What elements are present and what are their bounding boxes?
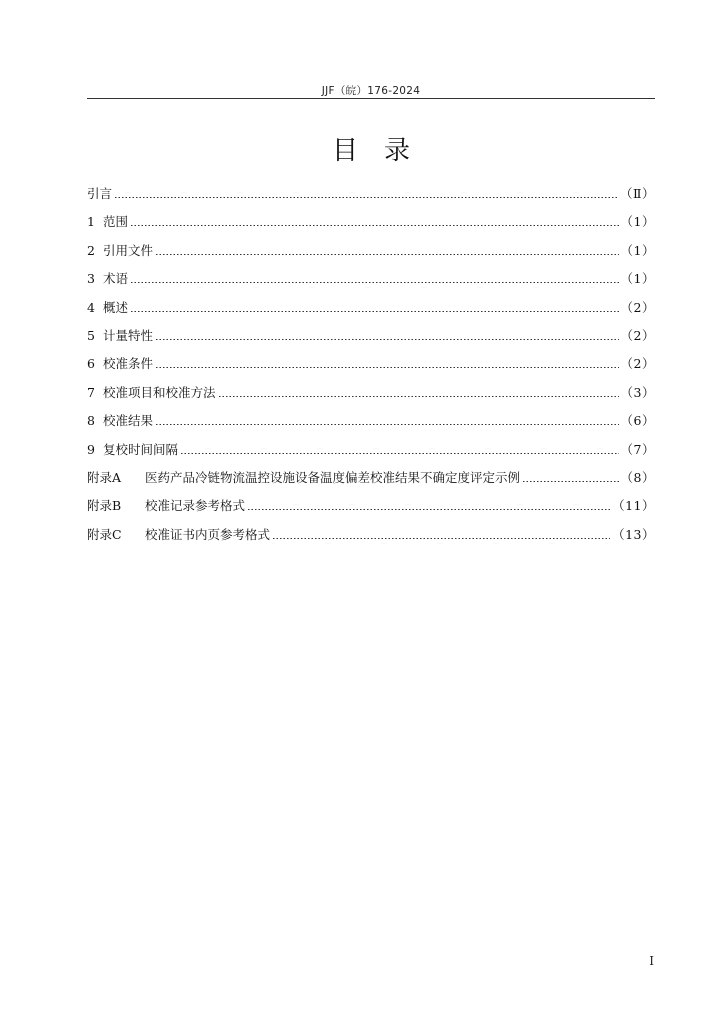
toc-leader-dots — [180, 444, 619, 454]
toc-entry-number: 9 — [87, 441, 95, 457]
toc-entry-page: （7） — [620, 441, 655, 457]
toc-entry-foreword[interactable] — [87, 184, 655, 212]
toc-leader-dots — [130, 302, 619, 312]
toc-entry-label: 校准结果 — [103, 413, 154, 429]
toc-leader-dots — [247, 500, 610, 510]
toc-entry-appendix-c[interactable] — [87, 525, 655, 553]
toc-entry-page: （8） — [620, 469, 655, 485]
page-number: I — [649, 954, 654, 968]
toc-entry-page: （11） — [612, 498, 655, 514]
page-title: 目录 — [331, 136, 436, 166]
toc-entry-page: （3） — [620, 384, 655, 400]
toc-entry-label: 校准证书内页参考格式 — [145, 526, 271, 542]
toc-entry-appendix-a[interactable] — [87, 468, 655, 496]
document-code-header: JJF（皖）176-2024 — [321, 85, 421, 97]
toc-entry-recalibration-interval[interactable] — [87, 440, 655, 468]
toc-leader-dots — [155, 358, 619, 368]
toc-entry-label: 引言 — [87, 186, 113, 201]
toc-entry-page: （2） — [620, 356, 655, 372]
toc-entry-appendix-b[interactable] — [87, 496, 655, 524]
header-rule — [87, 98, 655, 99]
toc-entry-page: （Ⅱ） — [620, 186, 655, 201]
toc-entry-calibration-conditions[interactable] — [87, 354, 655, 382]
toc-entry-overview[interactable] — [87, 298, 655, 326]
toc-leader-dots — [130, 273, 619, 283]
toc-entry-page: （2） — [620, 327, 655, 343]
toc-entry-page: （1） — [620, 214, 655, 230]
toc-entry-label: 范围 — [103, 214, 129, 230]
toc-entry-number: 2 — [87, 242, 95, 258]
toc-entry-number: 6 — [87, 356, 95, 372]
toc-entry-number: 附录C — [87, 526, 122, 542]
toc-entry-number: 4 — [87, 299, 95, 315]
toc-entry-number: 5 — [87, 327, 95, 343]
toc-entry-label: 概述 — [103, 299, 129, 315]
toc-entry-label: 医药产品冷链物流温控设施设备温度偏差校准结果不确定度评定示例 — [145, 469, 521, 485]
toc-entry-references[interactable] — [87, 241, 655, 269]
toc-leader-dots — [155, 245, 619, 255]
toc-leader-dots — [155, 415, 619, 425]
toc-entry-label: 校准项目和校准方法 — [103, 384, 216, 400]
toc-entry-label: 校准条件 — [103, 356, 154, 372]
toc-entry-page: （2） — [620, 299, 655, 315]
table-of-contents — [87, 184, 655, 553]
toc-entry-number: 1 — [87, 214, 95, 230]
toc-entry-metrological-characteristics[interactable] — [87, 326, 655, 354]
toc-leader-dots — [155, 330, 619, 340]
toc-entry-calibration-results[interactable] — [87, 411, 655, 439]
toc-entry-page: （6） — [620, 413, 655, 429]
toc-entry-number: 附录A — [87, 469, 122, 485]
toc-entry-number: 附录B — [87, 498, 122, 514]
toc-leader-dots — [522, 472, 619, 482]
toc-entry-label: 校准记录参考格式 — [145, 498, 246, 514]
toc-leader-dots — [272, 529, 610, 539]
toc-entry-terms[interactable] — [87, 269, 655, 297]
toc-entry-calibration-items-methods[interactable] — [87, 383, 655, 411]
toc-entry-scope[interactable] — [87, 212, 655, 240]
toc-leader-dots — [130, 216, 619, 226]
toc-entry-label: 计量特性 — [103, 327, 154, 343]
toc-entry-label: 复校时间间隔 — [103, 441, 179, 457]
toc-entry-label: 术语 — [103, 271, 129, 287]
toc-leader-dots — [114, 188, 618, 198]
toc-entry-number: 7 — [87, 384, 95, 400]
toc-leader-dots — [218, 387, 619, 397]
toc-entry-number: 3 — [87, 271, 95, 287]
toc-entry-page: （1） — [620, 271, 655, 287]
toc-entry-page: （1） — [620, 242, 655, 258]
toc-entry-label: 引用文件 — [103, 242, 154, 258]
toc-entry-number: 8 — [87, 413, 95, 429]
toc-entry-page: （13） — [612, 526, 655, 542]
